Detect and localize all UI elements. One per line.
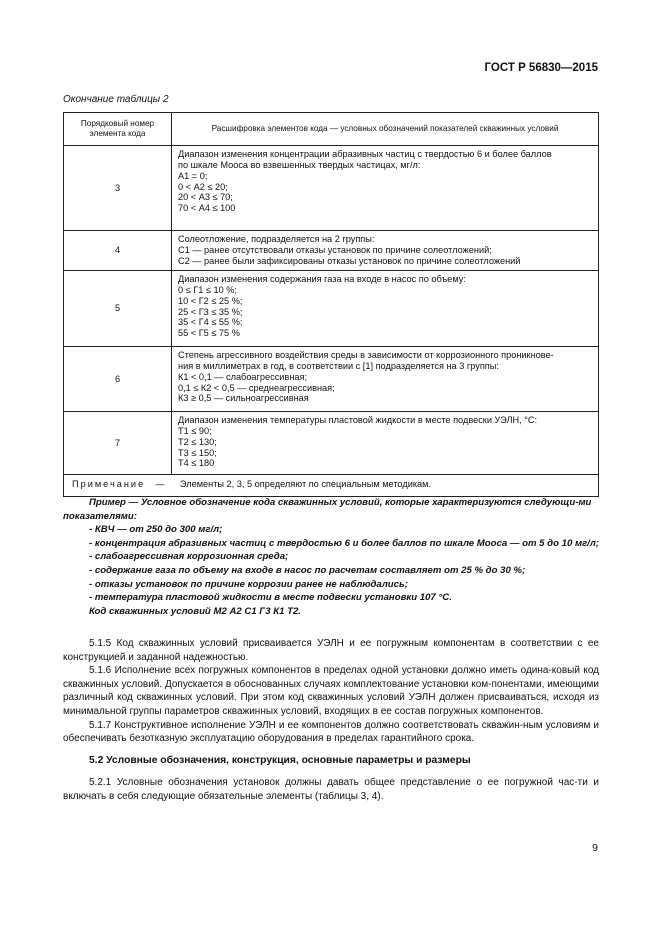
- row-description: [172, 271, 599, 347]
- row-number: 3: [64, 146, 172, 231]
- description-line: Диапазон изменения концентрации абразивных частиц с твердостью 6 и более баллов: [178, 149, 552, 159]
- table-row: [64, 271, 599, 347]
- description-line: Диапазон изменения содержания газа на входе в насос по объему:: [178, 274, 466, 284]
- paragraphs-block-1: [63, 637, 599, 746]
- table-header-row: [64, 113, 599, 146]
- note-label: Примечание: [72, 479, 146, 489]
- paragraphs-block-2: [63, 776, 599, 803]
- note-text: Элементы 2, 3, 5 определяют по специальным методикам.: [179, 479, 432, 489]
- page-number: 9: [592, 842, 598, 854]
- table-row: [64, 231, 599, 271]
- description-line: Т4 ≤ 180: [178, 458, 215, 469]
- description-line: Степень агрессивного воздействия среды в зависимости от коррозионного проникнове-: [178, 350, 554, 360]
- row-description: [172, 146, 599, 231]
- table-caption: Окончание таблицы 2: [63, 94, 169, 105]
- example-item: - содержание газа по объему на входе в насос по расчетам составляет от 25 % до 30 %;: [89, 565, 526, 577]
- table-row: [64, 146, 599, 231]
- description-line: Т1 ≤ 90;: [178, 425, 212, 436]
- example-block: [63, 496, 599, 618]
- description-line: К1 < 0,1 — слабоагрессивная;: [178, 371, 308, 382]
- paragraph-5-2-1: 5.2.1 Условные обозначения установок должны давать общее представление о ее погружной час-ти и включать в себя следующие обязательные элементы (таблицы 3, 4).: [63, 777, 599, 802]
- description-line: по шкале Мооса во взвешенных твердых частицах, мг/л:: [178, 159, 421, 170]
- description-line: 35 < Г4 ≤ 55 %;: [178, 317, 243, 328]
- description-line: К3 ≥ 0,5 — сильноагрессивная: [178, 393, 309, 404]
- example-item: - слабоагрессивная коррозионная среда;: [89, 551, 289, 563]
- description-line: 55 < Г5 ≤ 75 %: [178, 328, 240, 339]
- table-note-row: [64, 475, 599, 497]
- description-line: С1 — ранее отсутствовали отказы установок по причине солеотложений;: [178, 244, 492, 255]
- example-intro: Пример — Условное обозначение кода скважинных условий, которые характеризуются следующи-ми показателями:: [63, 497, 592, 522]
- table-row: [64, 347, 599, 412]
- description-line: 0 ≤ Г1 ≤ 10 %;: [178, 284, 237, 295]
- example-item: - температура пластовой жидкости в месте подвески установки 107 °С.: [89, 592, 452, 604]
- row-description: [172, 231, 599, 271]
- example-item: - отказы установок по причине коррозии ранее не наблюдались;: [89, 578, 408, 590]
- description-line: ния в миллиметрах в год, в соответствии с [1] подразделяется на 3 группы:: [178, 360, 499, 371]
- description-line: Солеотложение, подразделяется на 2 группы:: [178, 234, 375, 244]
- note-dash: —: [155, 479, 165, 489]
- paragraph-5-1-6: 5.1.6 Исполнение всех погружных компонентов в пределах одной установки должно иметь одина-ковый код скважинных условий. Допускается в обоснованных случаях комплектование установки ком-понентами, имеющими различный код скважинных условий. При этом код скважинных условий УЭЛН должен присваиваться, исходя из минимальной группы параметров скважинных условий, входящих в ее состав погружных компонентов.: [63, 665, 599, 717]
- example-item: - КВЧ — от 250 до 300 мг/л;: [89, 524, 223, 536]
- column-header-number: Порядковый номер элемента кода: [64, 113, 172, 146]
- row-number: 5: [64, 271, 172, 347]
- description-line: Т2 ≤ 130;: [178, 436, 217, 447]
- description-line: 20 < А3 ≤ 70;: [178, 192, 233, 203]
- row-number: 6: [64, 347, 172, 412]
- row-number: 4: [64, 231, 172, 271]
- description-line: 25 < Г3 ≤ 35 %;: [178, 306, 243, 317]
- codes-table: [63, 112, 599, 497]
- paragraph-5-1-7: 5.1.7 Конструктивное исполнение УЭЛН и ее компонентов должно соответствовать скважин-ным условиям и обеспечивать безотказную эксплуатацию оборудования в пределах гарантийного срока.: [63, 719, 599, 745]
- paragraph-5-1-5: 5.1.5 Код скважинных условий присваивается УЭЛН и ее погружным компонентам в соответствии с ее конструкцией и заданной надежностью.: [63, 638, 599, 663]
- table-note: [64, 475, 599, 497]
- description-line: 0 < А2 ≤ 20;: [178, 181, 228, 192]
- example-code: Код скважинных условий М2 А2 С1 Г3 К1 Т2.: [89, 605, 301, 617]
- description-line: Диапазон изменения температуры пластовой жидкости в месте подвески УЭЛН, °С:: [178, 415, 538, 425]
- example-item: - концентрация абразивных частиц с твердостью 6 и более баллов по шкале Мооса — от 5 до 10 мг/л;: [89, 537, 599, 549]
- description-line: 10 < Г2 ≤ 25 %;: [178, 295, 243, 306]
- column-header-description: Расшифровка элементов кода — условных обозначений показателей скважинных условий: [172, 113, 599, 146]
- description-line: Т3 ≤ 150;: [178, 447, 217, 458]
- section-heading-5-2: 5.2 Условные обозначения, конструкция, основные параметры и размеры: [89, 755, 471, 766]
- row-number: 7: [64, 412, 172, 475]
- description-line: С2 — ранее были зафиксированы отказы установок по причине солеотложений: [178, 255, 521, 266]
- description-line: 70 < А4 ≤ 100: [178, 203, 236, 214]
- row-description: [172, 347, 599, 412]
- description-line: А1 = 0;: [178, 170, 208, 181]
- row-description: [172, 412, 599, 475]
- table-row: [64, 412, 599, 475]
- description-line: 0,1 ≤ К2 < 0,5 — среднеагрессивная;: [178, 382, 335, 393]
- standard-header: ГОСТ Р 56830—2015: [484, 62, 598, 74]
